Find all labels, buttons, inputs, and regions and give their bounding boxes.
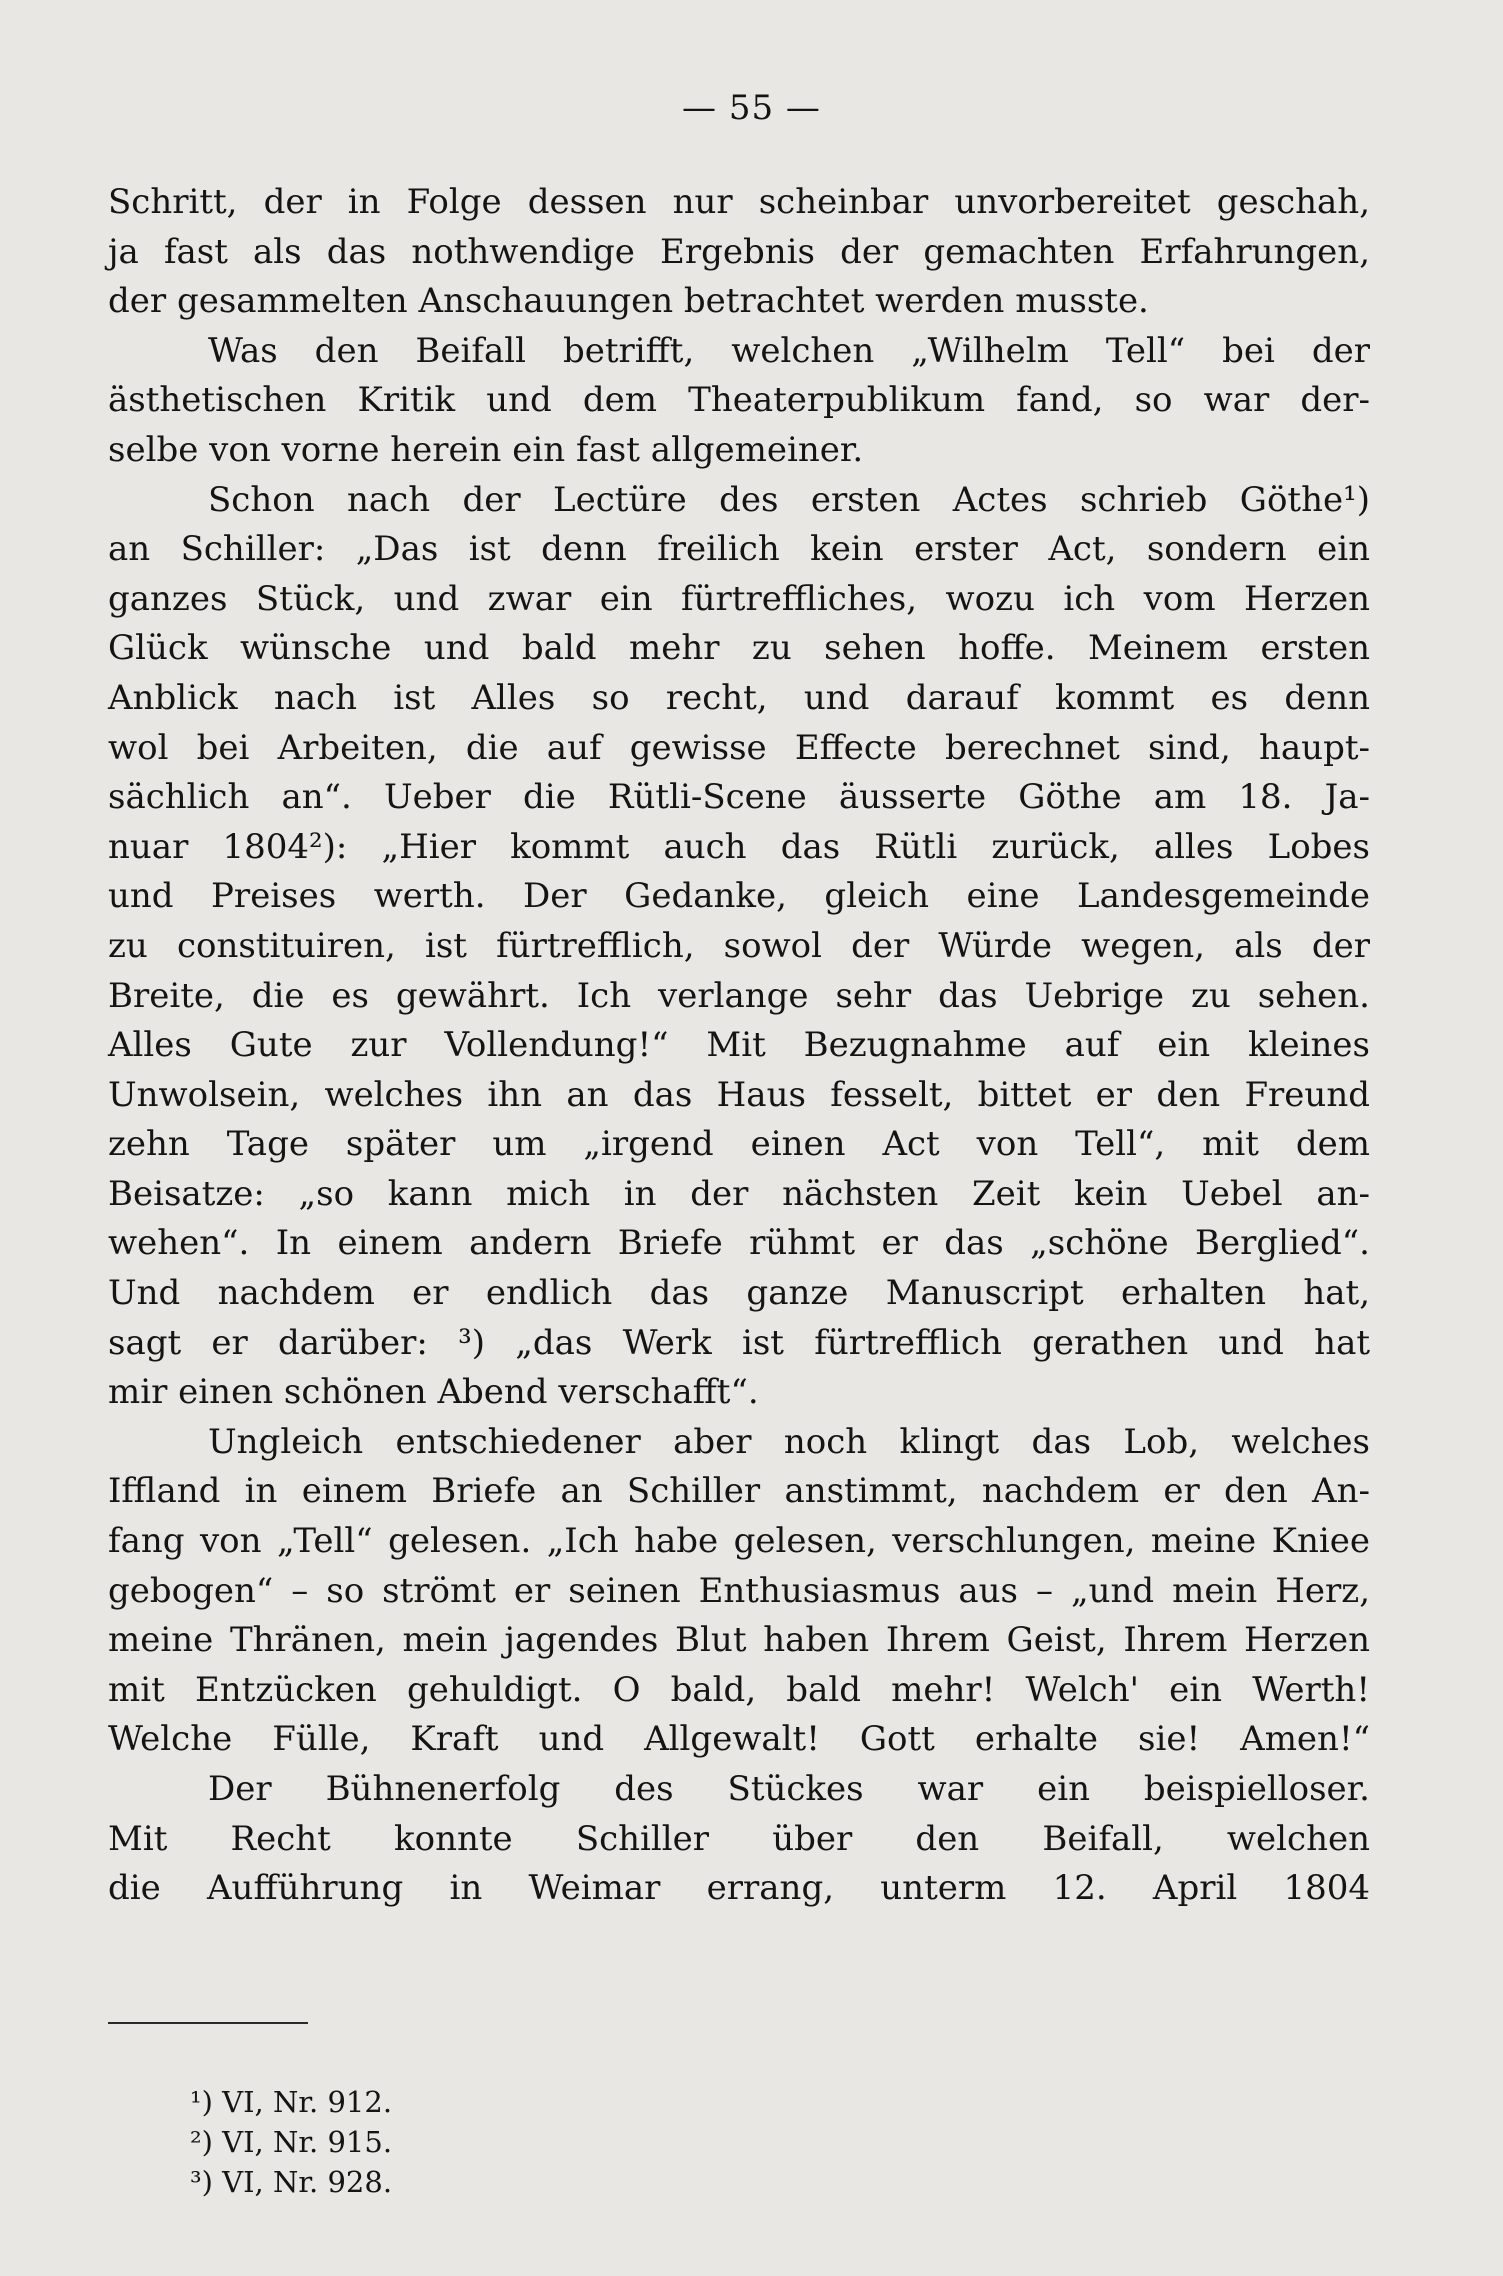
text-line: Alles Gute zur Vollendung!“ Mit Bezugnahme auf ein kleines: [108, 1025, 1370, 1066]
text-line: Anblick nach ist Alles so recht, und darauf kommt es denn: [108, 677, 1370, 718]
text-line: mit Entzücken gehuldigt. O bald, bald mehr! Welch' ein Werth!: [108, 1669, 1370, 1710]
text-line: Glück wünsche und bald mehr zu sehen hoffe. Meinem ersten: [108, 628, 1370, 669]
text-line: der gesammelten Anschauungen betrachtet werden musste.: [108, 281, 1149, 322]
text-line: selbe von vorne herein ein fast allgemeiner.: [108, 429, 864, 470]
text-line: Iffland in einem Briefe an Schiller anstimmt, nachdem er den An-: [108, 1471, 1370, 1512]
text-line: nuar 1804²): „Hier kommt auch das Rütli zurück, alles Lobes: [108, 826, 1370, 867]
text-line: gebogen“ – so strömt er seinen Enthusiasmus aus – „und mein Herz,: [108, 1570, 1370, 1611]
text-line: Schritt, der in Folge dessen nur scheinbar unvorbereitet geschah,: [108, 182, 1370, 222]
text-line: ja fast als das nothwendige Ergebnis der gemachten Erfahrungen,: [108, 231, 1370, 272]
text-line: Der Bühnenerfolg des Stückes war ein beispielloser.: [208, 1769, 1370, 1809]
text-line: Schon nach der Lectüre des ersten Actes schrieb Göthe¹): [208, 479, 1370, 520]
footnote: ¹) VI, Nr. 912.: [190, 2085, 393, 2119]
text-line: Und nachdem er endlich das ganze Manuscript erhalten hat,: [108, 1273, 1370, 1314]
text-line: ästhetischen Kritik und dem Theaterpublikum fand, so war der-: [108, 380, 1370, 421]
text-line: Ungleich entschiedener aber noch klingt das Lob, welches: [208, 1421, 1370, 1462]
text-line: sächlich an“. Ueber die Rütli-Scene äusserte Göthe am 18. Ja-: [108, 777, 1370, 818]
page-number: — 55 —: [682, 88, 821, 128]
text-line: zehn Tage später um „irgend einen Act von Tell“, mit dem: [108, 1124, 1370, 1165]
text-line: zu constituiren, ist fürtrefflich, sowol der Würde wegen, als der: [108, 925, 1370, 966]
text-line: Welche Fülle, Kraft und Allgewalt! Gott erhalte sie! Amen!“: [108, 1719, 1370, 1760]
text-line: an Schiller: „Das ist denn freilich kein erster Act, sondern ein: [108, 529, 1370, 570]
text-line: Mit Recht konnte Schiller über den Beifall, welchen: [108, 1818, 1370, 1859]
text-line: Was den Beifall betrifft, welchen „Wilhelm Tell“ bei der: [208, 330, 1370, 371]
text-line: und Preises werth. Der Gedanke, gleich eine Landesgemeinde: [108, 876, 1370, 917]
text-line: wehen“. In einem andern Briefe rühmt er das „schöne Berglied“.: [108, 1223, 1370, 1264]
footnotes: [190, 2082, 392, 2202]
text-line: mir einen schönen Abend verschafft“.: [108, 1372, 759, 1413]
text-line: Unwolsein, welches ihn an das Haus fesselt, bittet er den Freund: [108, 1074, 1370, 1115]
footnote: ³) VI, Nr. 928.: [190, 2165, 393, 2199]
footnote: ²) VI, Nr. 915.: [190, 2125, 393, 2159]
text-line: wol bei Arbeiten, die auf gewisse Effecte berechnet sind, haupt-: [108, 727, 1370, 768]
text-line: meine Thränen, mein jagendes Blut haben Ihrem Geist, Ihrem Herzen: [108, 1620, 1370, 1661]
text-line: ganzes Stück, und zwar ein fürtreffliches, wozu ich vom Herzen: [108, 578, 1370, 619]
text-line: Beisatze: „so kann mich in der nächsten Zeit kein Uebel an-: [108, 1173, 1370, 1214]
footnote-divider: [108, 2022, 308, 2024]
text-line: die Aufführung in Weimar errang, unterm 12. April 1804: [108, 1868, 1370, 1909]
text-line: fang von „Tell“ gelesen. „Ich habe gelesen, verschlungen, meine Kniee: [108, 1521, 1370, 1562]
text-line: Breite, die es gewährt. Ich verlange sehr das Uebrige zu sehen.: [108, 975, 1370, 1016]
text-line: sagt er darüber: ³) „das Werk ist fürtrefflich gerathen und hat: [108, 1322, 1370, 1363]
body-text: [108, 178, 1370, 1914]
